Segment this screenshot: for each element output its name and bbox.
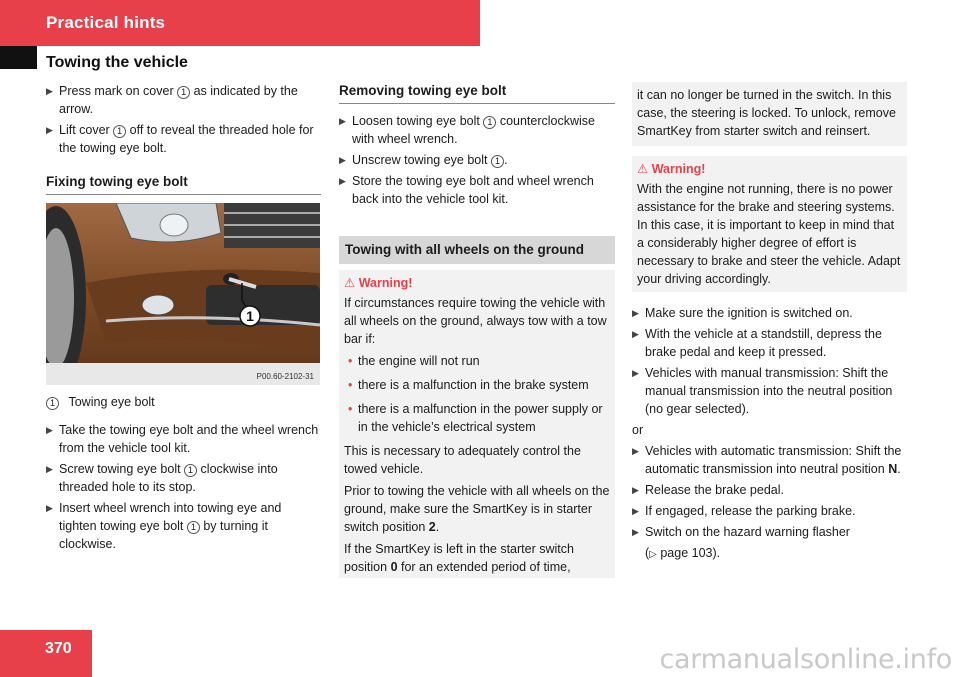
instruction-step xyxy=(46,460,321,496)
arrow-icon: ▶ xyxy=(632,308,639,318)
image-code: P00.60-2102-31 xyxy=(256,372,314,381)
item-number: 1 xyxy=(187,521,200,534)
watermark: carmanualsonline.info xyxy=(659,644,952,675)
item-number: 1 xyxy=(177,86,190,99)
arrow-icon: ▶ xyxy=(632,446,639,456)
condition-text: the engine will not run xyxy=(358,354,480,368)
para-extended: If the SmartKey is left in the starter switch position 0 for an extended period of time, xyxy=(344,542,574,574)
warning-box xyxy=(339,270,615,578)
arrow-icon: ▶ xyxy=(339,155,346,165)
caption-number: 1 xyxy=(46,397,59,410)
item-number: 1 xyxy=(483,116,496,129)
steps-top xyxy=(46,82,321,157)
step-text: Screw towing eye bolt xyxy=(59,462,185,476)
instruction-step xyxy=(46,421,321,457)
caption-text: Towing eye bolt xyxy=(68,395,155,409)
step-text: clockwise into threaded hole to its stop. xyxy=(59,462,278,494)
removing-steps xyxy=(339,112,615,208)
page-title: Towing the vehicle xyxy=(46,54,188,71)
page-reference[interactable]: (▷ page 103). xyxy=(645,546,721,560)
step-text: by turning it clockwise. xyxy=(59,519,268,551)
warning-text-2: With the engine not running, there is no power assistance for the brake and steering systems. In this case, it is important to keep in mind that a considerably higher degree of effort is necessary to brake and steer the vehicle. Adapt your driving accordingly. xyxy=(637,182,901,286)
bullet-dot-icon: • xyxy=(348,354,353,368)
warning-triangle-icon: ⚠ xyxy=(637,162,649,176)
item-number: 1 xyxy=(184,464,197,477)
step-text: With the vehicle at a standstill, depress the brake pedal and keep it pressed. xyxy=(645,327,882,359)
step-text: Press mark on cover xyxy=(59,84,178,98)
image-caption xyxy=(46,393,321,411)
warning-box-2 xyxy=(632,156,907,292)
instruction-step xyxy=(632,502,907,520)
towing-eye-photo xyxy=(46,203,320,385)
step-text: as indicated by the arrow. xyxy=(59,84,298,116)
arrow-icon: ▶ xyxy=(632,329,639,339)
bullet-dot-icon: • xyxy=(348,402,353,416)
item-number: 1 xyxy=(491,155,504,168)
step-text: Unscrew towing eye bolt xyxy=(352,153,491,167)
arrow-icon: ▶ xyxy=(46,125,53,135)
instruction-step xyxy=(46,121,321,157)
car-front-illustration xyxy=(46,203,320,385)
step-text: Release the brake pedal. xyxy=(645,483,784,497)
step-text: Insert wheel wrench into towing eye and tighten towing eye bolt xyxy=(59,501,282,533)
step-text: Lift cover xyxy=(59,123,114,137)
step-text: off to reveal the threaded hole for the towing eye bolt. xyxy=(59,123,314,155)
warning-intro: If circumstances require towing the vehicle with all wheels on the ground, always tow with a tow bar if: xyxy=(344,296,607,346)
column-3 xyxy=(632,82,907,564)
arrow-icon: ▶ xyxy=(46,464,53,474)
step-text: Take the towing eye bolt and the wheel wrench from the vehicle tool kit. xyxy=(59,423,319,455)
step-text: If engaged, release the parking brake. xyxy=(645,504,856,518)
page-number: 370 xyxy=(45,640,72,657)
step-text: Switch on the hazard warning flasher xyxy=(645,525,850,539)
warning-title-2: Warning! xyxy=(651,162,706,176)
instruction-step xyxy=(632,523,907,541)
or-text: or xyxy=(632,423,644,437)
para-smartkey: Prior to towing the vehicle with all wheels on the ground, make sure the SmartKey is in starter switch position 2. xyxy=(344,484,610,534)
arrow-icon: ▶ xyxy=(46,86,53,96)
warning-heading-2 xyxy=(637,160,902,178)
step-text: . xyxy=(503,153,508,167)
instruction-step xyxy=(632,325,907,361)
section-title: Practical hints xyxy=(46,13,166,32)
column-2 xyxy=(339,82,615,578)
instruction-step xyxy=(339,172,615,208)
condition-item xyxy=(344,400,610,436)
arrow-icon: ▶ xyxy=(632,485,639,495)
header-tab-marker xyxy=(0,46,37,69)
column-1 xyxy=(46,82,321,556)
instruction-step xyxy=(632,364,907,418)
instruction-step xyxy=(632,304,907,322)
procedure-steps xyxy=(632,304,907,564)
arrow-icon: ▶ xyxy=(632,368,639,378)
arrow-icon: ▶ xyxy=(46,425,53,435)
continued-box xyxy=(632,82,907,146)
para-control: This is necessary to adequately control the towed vehicle. xyxy=(344,444,581,476)
item-number: 1 xyxy=(113,125,126,138)
instruction-step xyxy=(46,499,321,553)
removing-heading: Removing towing eye bolt xyxy=(339,82,615,104)
arrow-icon: ▶ xyxy=(339,176,346,186)
steps-bottom xyxy=(46,421,321,553)
warning-heading xyxy=(344,274,610,292)
instruction-step xyxy=(339,151,615,169)
instruction-step xyxy=(46,82,321,118)
arrow-icon: ▶ xyxy=(632,527,639,537)
arrow-icon: ▶ xyxy=(46,503,53,513)
step-text: counterclockwise with wheel wrench. xyxy=(352,114,595,146)
step-text: Store the towing eye bolt and wheel wrench back into the vehicle tool kit. xyxy=(352,174,594,206)
step-text: Loosen towing eye bolt xyxy=(352,114,484,128)
step-text: Vehicles with manual transmission: Shift the manual transmission into the neutral position (no gear selected). xyxy=(645,366,893,416)
step-text: Make sure the ignition is switched on. xyxy=(645,306,853,320)
condition-text: there is a malfunction in the brake system xyxy=(358,378,589,392)
arrow-icon: ▶ xyxy=(339,116,346,126)
condition-item xyxy=(344,376,610,394)
section-banner: Towing with all wheels on the ground xyxy=(339,236,615,264)
condition-item xyxy=(344,352,610,370)
page-ref-arrow-icon: ▷ xyxy=(649,549,657,560)
step-automatic: ▶ Vehicles with automatic transmission: Shift the automatic transmission into neutral position N. xyxy=(632,444,902,476)
instruction-step xyxy=(339,112,615,148)
condition-list xyxy=(344,352,610,436)
bullet-dot-icon: • xyxy=(348,378,353,392)
arrow-icon: ▶ xyxy=(632,506,639,516)
warning-title: Warning! xyxy=(358,276,413,290)
continued-text: it can no longer be turned in the switch. In this case, the steering is locked. To unlock, remove SmartKey from starter switch and reinsert. xyxy=(637,88,896,138)
callout-number: 1 xyxy=(246,308,254,324)
condition-text: there is a malfunction in the power supply or in the vehicle’s electrical system xyxy=(358,402,603,434)
instruction-step xyxy=(632,481,907,499)
warning-triangle-icon: ⚠ xyxy=(344,276,356,290)
fixing-heading: Fixing towing eye bolt xyxy=(46,173,321,195)
